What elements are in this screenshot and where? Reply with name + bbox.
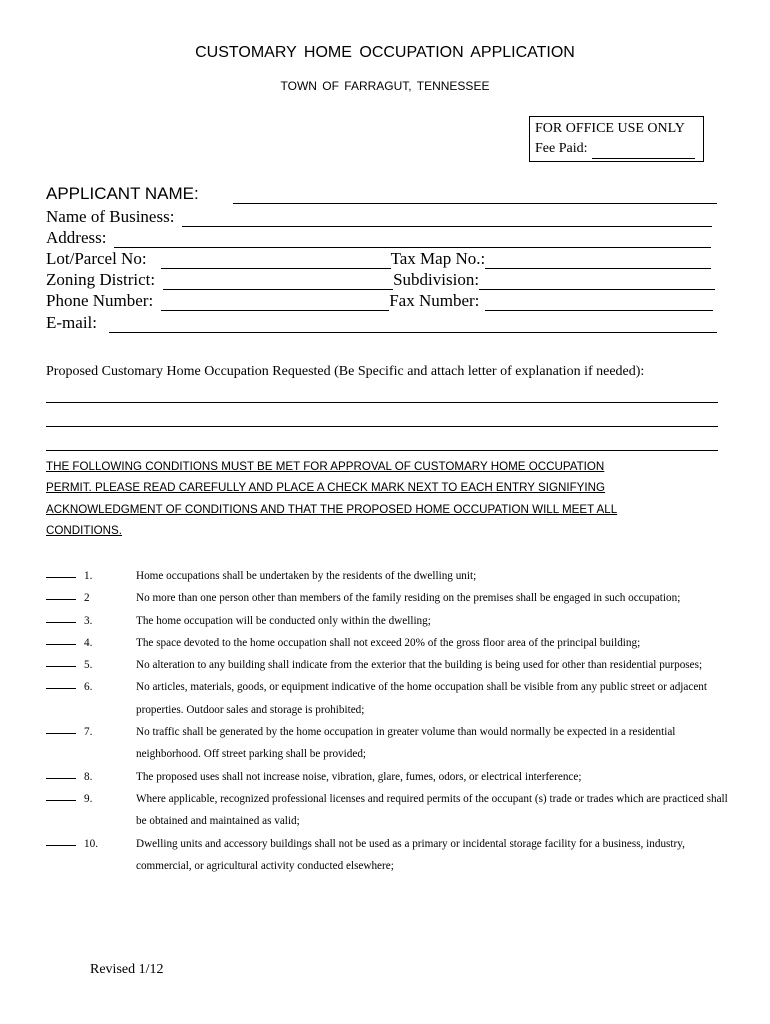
item-number: 4. [84,636,93,649]
phone-label: Phone Number: [46,291,154,310]
check-mark-blank[interactable] [46,676,76,689]
item-text: No articles, materials, goods, or equipment indicative of the home occupation shall be visible from any public street or adjacent properties. Outdoor sales and storage is prohibited; [136,681,708,716]
item-text: Dwelling units and accessory buildings shall not be used as a primary or incidental storage facility for a business, industry, commercial, or agricultural activity conducted elsewhere; [136,837,685,872]
fax-label: Fax Number: [389,291,480,310]
applicant-name-row [46,184,717,204]
form-subtitle: TOWN OF FARRAGUT, TENNESSEE [280,79,490,93]
conditions-notice-line: ACKNOWLEDGMENT OF CONDITIONS AND THAT THE PROPOSED HOME OCCUPATION WILL MEET ALL [46,502,618,516]
applicant-name-label: APPLICANT NAME: [46,184,199,203]
fee-paid-row [535,139,703,159]
business-name-field[interactable] [182,210,712,227]
item-text: No more than one person other than members of the family residing on the premises shall be engaged in such occupation; [136,592,681,605]
office-use-box [529,116,704,162]
fax-field[interactable] [485,294,713,311]
item-text: The space devoted to the home occupation shall not exceed 20% of the gross floor area of the principal building; [136,636,641,649]
lot-parcel-row [46,249,711,269]
item-text: Home occupations shall be undertaken by the residents of the dwelling unit; [136,570,477,582]
item-text: The proposed uses shall not increase noise, vibration, glare, fumes, odors, or electrical interference; [136,770,582,783]
business-name-row [46,207,712,227]
conditions-notice-line: PERMIT. PLEASE READ CAREFULLY AND PLACE A CHECK MARK NEXT TO EACH ENTRY SIGNIFYING [46,481,606,495]
address-label: Address: [46,228,107,247]
checklist-item [46,721,736,766]
zoning-field[interactable] [163,273,393,290]
checklist-item [46,565,736,587]
item-number: 5. [84,659,93,672]
conditions-notice-line: THE FOLLOWING CONDITIONS MUST BE MET FOR APPROVAL OF CUSTOMARY HOME OCCUPATION [46,460,605,473]
lot-parcel-label: Lot/Parcel No: [46,249,147,268]
checklist-item [46,676,736,721]
checklist-item [46,587,736,609]
checklist-item [46,766,736,788]
proposed-occupation-line-3[interactable] [46,450,718,451]
check-mark-blank[interactable] [46,721,76,734]
business-name-label: Name of Business: [46,207,175,226]
item-number: 10. [84,837,98,850]
conditions-notice [46,456,726,542]
proposed-occupation-line-1[interactable] [46,402,718,403]
checklist-item [46,788,736,833]
item-number: 2 [84,592,90,605]
revision-note: Revised 1/12 [90,962,164,977]
check-mark-blank[interactable] [46,654,76,667]
applicant-name-field[interactable] [233,187,717,204]
item-text: The home occupation will be conducted only within the dwelling; [136,614,431,627]
conditions-checklist [46,565,736,877]
tax-map-label: Tax Map No.: [390,249,486,268]
check-mark-blank[interactable] [46,587,76,600]
email-field[interactable] [109,316,717,333]
item-number: 6. [84,681,93,694]
item-number: 7. [84,726,93,739]
item-number: 1. [84,570,93,582]
phone-field[interactable] [161,294,389,311]
tax-map-field[interactable] [485,252,711,269]
check-mark-blank[interactable] [46,632,76,645]
check-mark-blank[interactable] [46,833,76,846]
subdivision-field[interactable] [479,273,715,290]
fee-paid-label: Fee Paid: [535,141,588,156]
conditions-notice-line: CONDITIONS. [46,524,123,538]
phone-row [46,291,713,311]
check-mark-blank[interactable] [46,565,76,578]
item-text: Where applicable, recognized professional licenses and required permits of the occupant (s) trade or trades which are practiced shall be obtained and maintained as valid; [136,792,728,828]
email-row [46,313,717,333]
fee-paid-field[interactable] [592,144,695,159]
proposed-occupation-prompt: Proposed Customary Home Occupation Requested (Be Specific and attach letter of explanation if needed): [46,364,645,379]
zoning-row [46,270,715,290]
item-number: 9. [84,792,93,805]
zoning-label: Zoning District: [46,270,156,289]
checklist-item [46,654,736,676]
proposed-occupation-line-2[interactable] [46,426,718,427]
check-mark-blank[interactable] [46,788,76,801]
checklist-item [46,610,736,632]
item-number: 8. [84,770,93,783]
checklist-item [46,632,736,654]
checklist-item [46,833,736,878]
address-row [46,228,711,248]
lot-parcel-field[interactable] [161,252,391,269]
check-mark-blank[interactable] [46,766,76,779]
check-mark-blank[interactable] [46,610,76,623]
email-label: E-mail: [46,313,97,332]
address-field[interactable] [114,231,711,248]
item-text: No traffic shall be generated by the home occupation in greater volume than would normally be expected in a residential neighborhood. Off street parking shall be provided; [136,726,676,761]
form-title: CUSTOMARY HOME OCCUPATION APPLICATION [195,44,575,61]
office-use-heading: FOR OFFICE USE ONLY [535,121,685,136]
item-number: 3. [84,614,93,627]
item-text: No alteration to any building shall indicate from the exterior that the building is being used for other than residential purposes; [136,659,703,672]
subdivision-label: Subdivision: [393,270,480,289]
